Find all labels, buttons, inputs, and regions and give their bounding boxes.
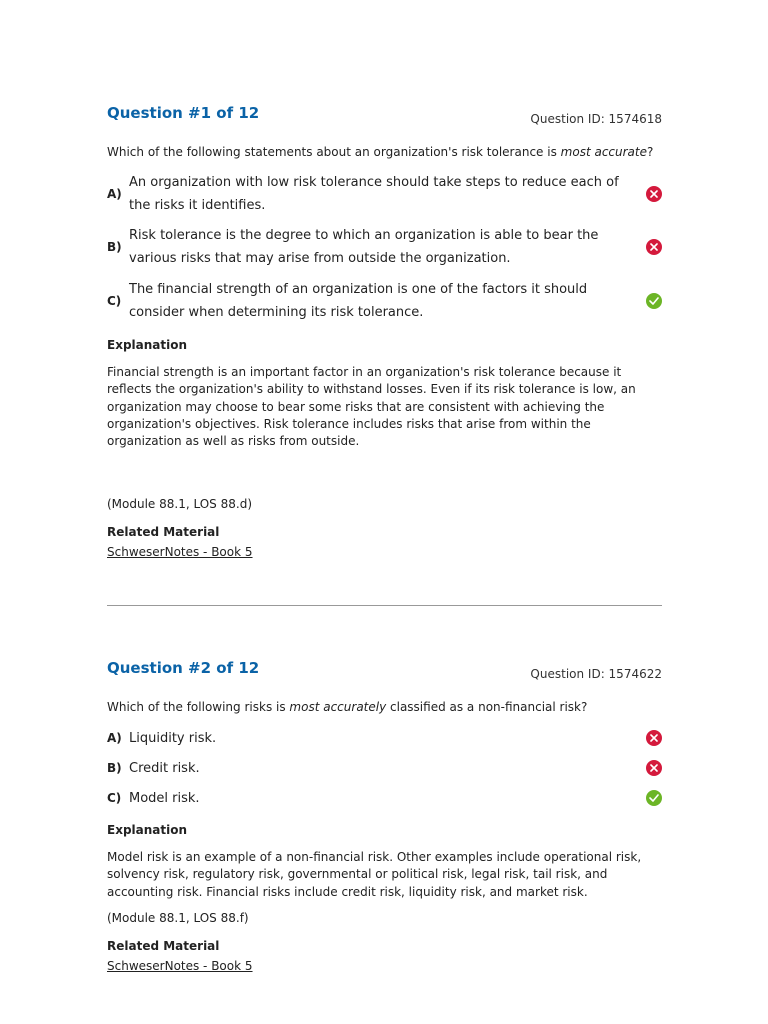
answer-option-a[interactable]	[107, 168, 662, 220]
question-header	[107, 104, 662, 138]
question-divider	[107, 605, 662, 606]
option-letter: A)	[107, 731, 122, 745]
x-circle-icon	[646, 239, 662, 255]
answer-option-c[interactable]	[107, 274, 662, 328]
x-circle-icon	[646, 730, 662, 746]
check-circle-icon	[646, 293, 662, 309]
related-material-heading: Related Material	[107, 525, 220, 540]
stem-emphasis: most accurately	[289, 700, 387, 714]
answer-option-b[interactable]	[107, 753, 662, 783]
explanation-heading: Explanation	[107, 823, 188, 837]
question-id: Question ID: 1574622	[530, 667, 662, 681]
x-circle-icon	[646, 186, 662, 202]
stem-emphasis: most accurate	[560, 145, 647, 159]
option-text: Credit risk.	[129, 760, 200, 776]
option-letter: B)	[107, 240, 122, 254]
question-title: Question #1 of 12	[107, 104, 260, 122]
question-stem: Which of the following statements about an organization's risk tolerance is most accurate?	[107, 145, 654, 159]
answer-options	[107, 723, 662, 813]
option-text: Model risk.	[129, 790, 200, 806]
option-letter: B)	[107, 761, 122, 775]
related-material-link[interactable]: SchweserNotes - Book 5	[107, 958, 253, 973]
option-text: An organization with low risk tolerance should take steps to reduce each of the risks it identifies.	[129, 175, 619, 213]
option-letter: C)	[107, 294, 122, 308]
x-circle-icon	[646, 760, 662, 776]
option-letter: C)	[107, 791, 122, 805]
explanation-text: Financial strength is an important factor in an organization's risk tolerance because it reflects the organization's ability to withstand losses. Even if its risk tolerance is low, an organization may choose to bear some risks that are consistent with achieving the organization's objectives. Risk tolerance includes risks that arise from within the organization as well as risks from outside.	[107, 365, 636, 449]
option-text: Liquidity risk.	[129, 730, 217, 746]
answer-options	[107, 168, 662, 328]
question-block-1	[107, 104, 662, 560]
related-material-link[interactable]: SchweserNotes - Book 5	[107, 545, 253, 560]
option-text: Risk tolerance is the degree to which an organization is able to bear the various risks that may arise from outside the organization.	[129, 228, 599, 266]
question-title: Question #2 of 12	[107, 659, 260, 677]
question-id: Question ID: 1574618	[530, 112, 662, 126]
module-reference: (Module 88.1, LOS 88.d)	[107, 497, 252, 512]
explanation-text: Model risk is an example of a non-financial risk. Other examples include operational risk, solvency risk, regulatory risk, governmental or political risk, legal risk, tail risk, and accounting risk. Financial risks include credit risk, liquidity risk, and market risk.	[107, 850, 642, 899]
answer-option-b[interactable]	[107, 220, 662, 274]
explanation-heading: Explanation	[107, 338, 188, 352]
question-header	[107, 659, 662, 693]
question-stem: Which of the following risks is most accurately classified as a non-financial risk?	[107, 700, 588, 714]
answer-option-a[interactable]	[107, 723, 662, 753]
answer-option-c[interactable]	[107, 783, 662, 813]
check-circle-icon	[646, 790, 662, 806]
module-reference: (Module 88.1, LOS 88.f)	[107, 910, 249, 925]
question-block-2	[107, 659, 662, 974]
option-letter: A)	[107, 187, 122, 201]
option-text: The financial strength of an organization is one of the factors it should consider when determining its risk tolerance.	[129, 282, 588, 320]
related-material-heading: Related Material	[107, 938, 220, 953]
